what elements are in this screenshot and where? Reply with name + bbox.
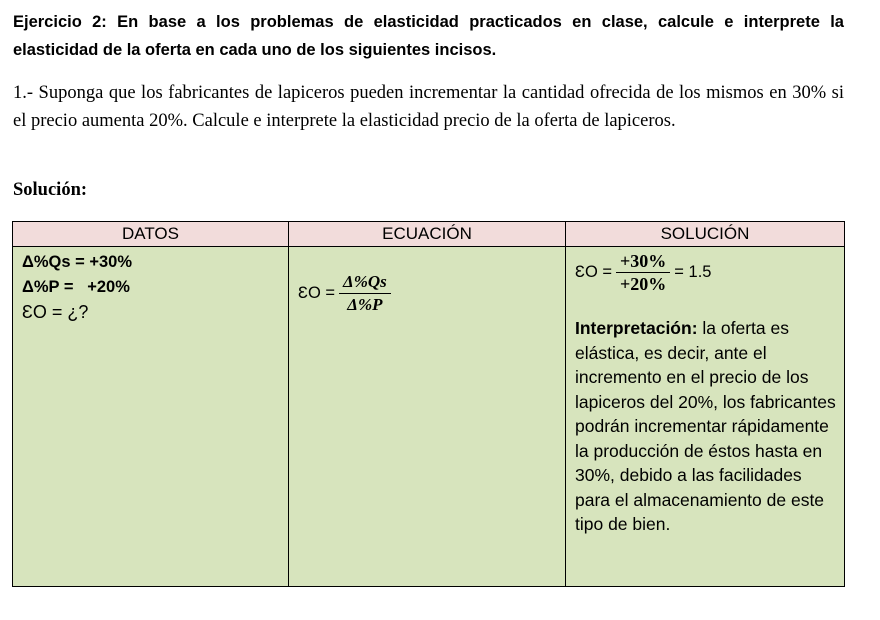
solution-label: Solución: [13, 180, 88, 200]
solution-numerator: +30% [616, 251, 670, 273]
solution-result: = 1.5 [674, 263, 712, 281]
solution-lhs: ƐO = [575, 263, 613, 281]
interpretation-paragraph [575, 316, 837, 537]
elasticity-equation [298, 272, 395, 315]
solution-denominator: +20% [620, 274, 667, 294]
problem-statement: 1.- Suponga que los fabricantes de lapiceros pueden incrementar la cantidad ofrecida de los mismos en 30% si el precio aumenta 20%. Calcule e interprete la elasticidad precio de la oferta de lapiceros. [13, 83, 844, 131]
header-datos: DATOS [13, 222, 289, 247]
interpretation-label: Interpretación: [575, 318, 698, 338]
exercise-heading: Ejercicio 2: En base a los problemas de elasticidad practicados en clase, calcule e interprete la elasticidad de la oferta en cada uno de los siguientes incisos. [13, 13, 844, 59]
datos-price-change: Δ%P = +20% [22, 278, 130, 296]
equation-denominator: Δ%P [347, 295, 383, 314]
datos-cell [13, 247, 289, 587]
equation-fraction [339, 272, 391, 315]
header-ecuacion: ECUACIÓN [289, 222, 566, 247]
table-header-row [13, 222, 845, 247]
equation-numerator: Δ%Qs [339, 272, 391, 294]
solution-fraction [616, 251, 670, 294]
header-solucion: SOLUCIÓN [566, 222, 845, 247]
equation-lhs: ƐO = [298, 284, 336, 302]
ecuacion-cell [289, 247, 566, 587]
solution-table [12, 221, 845, 587]
datos-quantity-change: Δ%Qs = +30% [22, 253, 133, 271]
interpretation-text: la oferta es elástica, es decir, ante el incremento en el precio de los lapiceros del 20%, los fabricantes podrán incrementar rápidamente la producción de éstos hasta en 30%, debido a las facilidades para el almacenamiento de este tipo de bien. [575, 318, 836, 534]
solucion-cell [566, 247, 845, 587]
solution-calculation [575, 251, 711, 294]
datos-elasticity-unknown: ƐO = ¿? [22, 302, 89, 322]
table-body-row [13, 247, 845, 587]
